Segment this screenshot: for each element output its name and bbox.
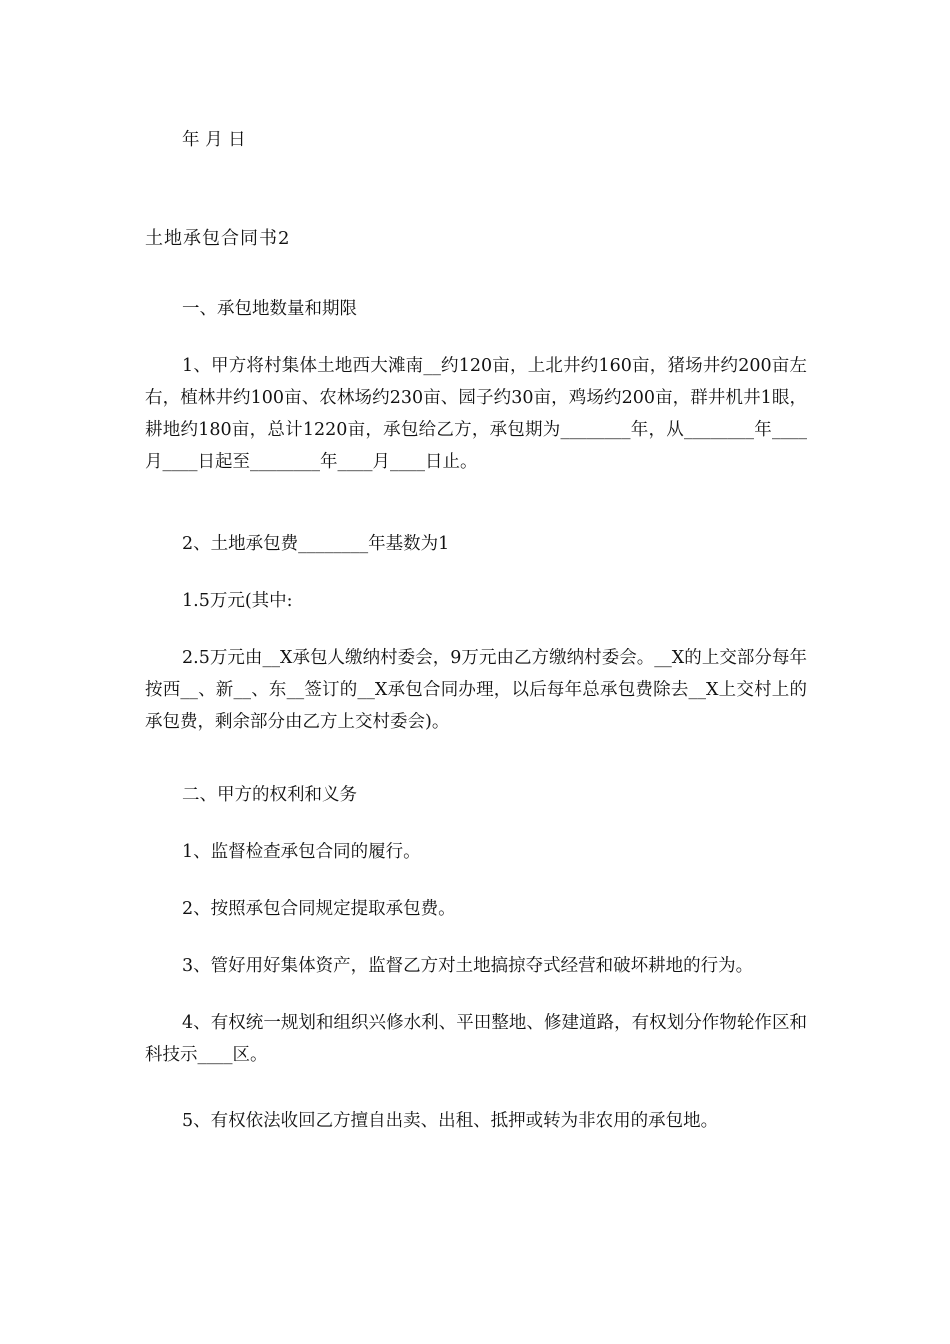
section-2-paragraph-1: 1、监督检查承包合同的履行。 [182,842,421,862]
section-2-paragraph-2: 2、按照承包合同规定提取承包费。 [182,899,456,919]
section-2-paragraph-3: 3、管好用好集体资产，监督乙方对土地搞掠夺式经营和破坏耕地的行为。 [182,956,754,976]
section-2-paragraph-4: 4、有权统一规划和组织兴修水利、平田整地、修建道路，有权划分作物轮作区和科技示____区。 [145,1013,807,1065]
section-1-paragraph-1: 1、甲方将村集体土地西大滩南__约120亩，上北井约160亩，猪场井约200亩左右，植林井约100亩、农林场约230亩、园子约30亩，鸡场约200亩，群井机井1眼，耕地约180亩，总计1220亩，承包给乙方，承包期为________年，从________年____月____日起至________年____月____日止。 [145,356,807,472]
section-1-heading: 一、承包地数量和期限 [182,299,357,319]
date-line: 年 月 日 [182,130,246,150]
section-1-paragraph-4: 2.5万元由__X承包人缴纳村委会，9万元由乙方缴纳村委会。__X的上交部分每年按西__、新__、东__签订的__X承包合同办理，以后每年总承包费除去__X上交村上的承包费，剩余部分由乙方上交村委会)。 [145,648,807,732]
section-2-heading: 二、甲方的权利和义务 [182,785,357,805]
section-1-paragraph-3: 1.5万元(其中: [182,591,293,611]
document-title: 土地承包合同书2 [145,228,291,249]
section-1-paragraph-2: 2、土地承包费________年基数为1 [182,534,450,554]
section-2-paragraph-5: 5、有权依法收回乙方擅自出卖、出租、抵押或转为非农用的承包地。 [182,1111,719,1131]
